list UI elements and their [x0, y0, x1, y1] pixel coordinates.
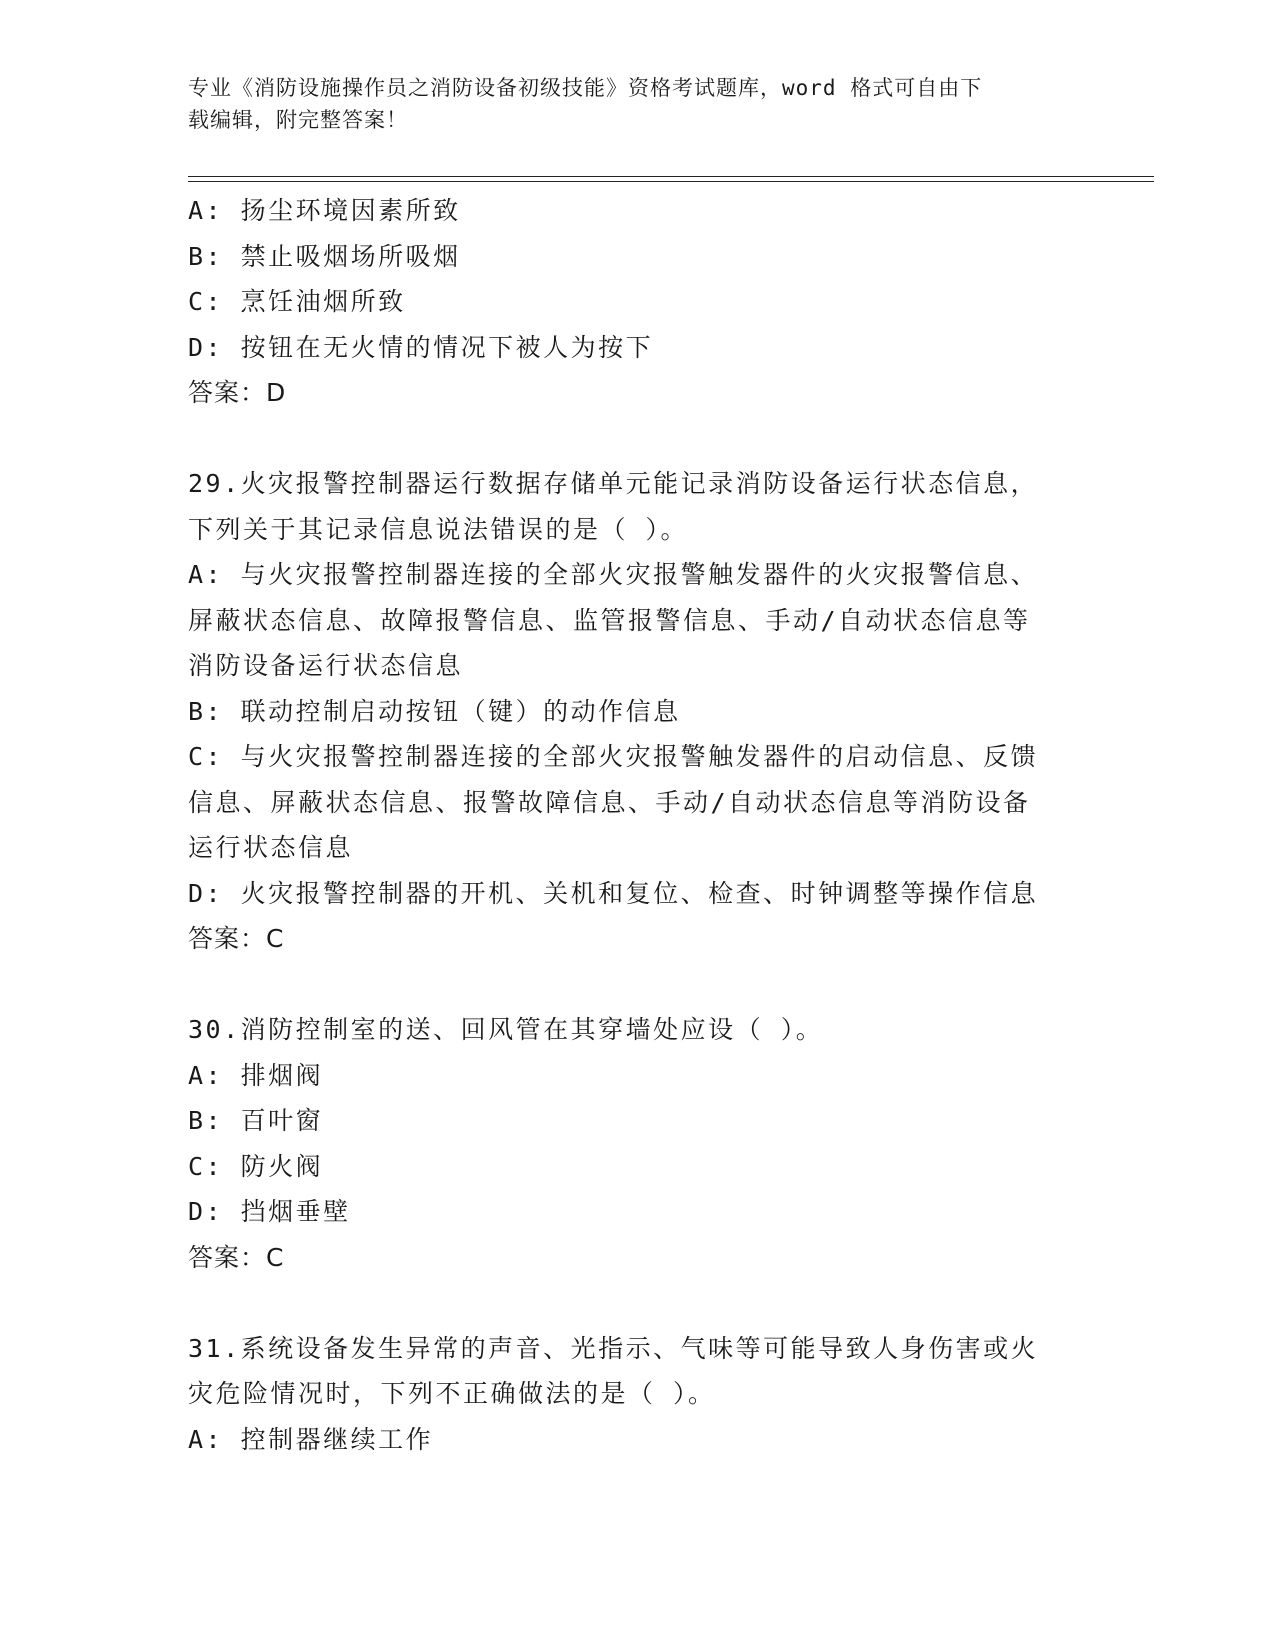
- question-text: 31.系统设备发生异常的声音、光指示、气味等可能导致人身伤害或火: [188, 1333, 1039, 1363]
- option-a: A: 与火灾报警控制器连接的全部火灾报警触发器件的火灾报警信息、: [188, 560, 1039, 589]
- question-block-28: [188, 188, 1088, 416]
- question-block-31: [188, 1326, 1088, 1463]
- option-a: A: 控制器继续工作: [188, 1424, 434, 1454]
- header-line-2: 载编辑，附完整答案！: [188, 108, 408, 132]
- answer-line: 答案：C: [188, 924, 285, 953]
- option-a-cont: 屏蔽状态信息、故障报警信息、监管报警信息、手动/自动状态信息等: [188, 605, 1031, 635]
- option-c-cont: 运行状态信息: [188, 833, 354, 862]
- option-c-cont: 信息、屏蔽状态信息、报警故障信息、手动/自动状态信息等消防设备: [188, 787, 1031, 817]
- question-content: [188, 188, 1088, 1462]
- option-a-cont: 消防设备运行状态信息: [188, 651, 464, 680]
- option-a: A: 扬尘环境因素所致: [188, 196, 461, 225]
- option-b: B: 禁止吸烟场所吸烟: [188, 241, 461, 271]
- header-divider-bottom: [188, 181, 1154, 182]
- question-text: 下列关于其记录信息说法错误的是（ ）。: [188, 514, 689, 544]
- option-c: C: 烹饪油烟所致: [188, 287, 406, 316]
- option-c: C: 与火灾报警控制器连接的全部火灾报警触发器件的启动信息、反馈: [188, 742, 1039, 771]
- answer-line: 答案：C: [188, 1242, 285, 1272]
- question-block-29: [188, 461, 1088, 962]
- question-text: 灾危险情况时，下列不正确做法的是（ ）。: [188, 1379, 716, 1408]
- question-block-30: [188, 1007, 1088, 1280]
- spacer: [188, 416, 1088, 462]
- answer-line: 答案：D: [188, 378, 287, 407]
- header-line-1: 专业《消防设施操作员之消防设备初级技能》资格考试题库，word 格式可自由下: [188, 76, 983, 100]
- option-b: B: 联动控制启动按钮（键）的动作信息: [188, 696, 681, 726]
- option-a: A: 排烟阀: [188, 1060, 324, 1090]
- spacer: [188, 1280, 1088, 1326]
- document-header: [188, 72, 1068, 136]
- spacer: [188, 962, 1088, 1008]
- option-d: D: 按钮在无火情的情况下被人为按下: [188, 332, 654, 362]
- header-divider-top: [188, 176, 1154, 177]
- option-d: D: 火灾报警控制器的开机、关机和复位、检查、时钟调整等操作信息: [188, 878, 1039, 908]
- question-text: 29.火灾报警控制器运行数据存储单元能记录消防设备运行状态信息，: [188, 469, 1039, 498]
- option-b: B: 百叶窗: [188, 1106, 324, 1135]
- question-text: 30.消防控制室的送、回风管在其穿墙处应设（ ）。: [188, 1015, 824, 1044]
- option-d: D: 挡烟垂壁: [188, 1197, 351, 1226]
- option-c: C: 防火阀: [188, 1151, 324, 1181]
